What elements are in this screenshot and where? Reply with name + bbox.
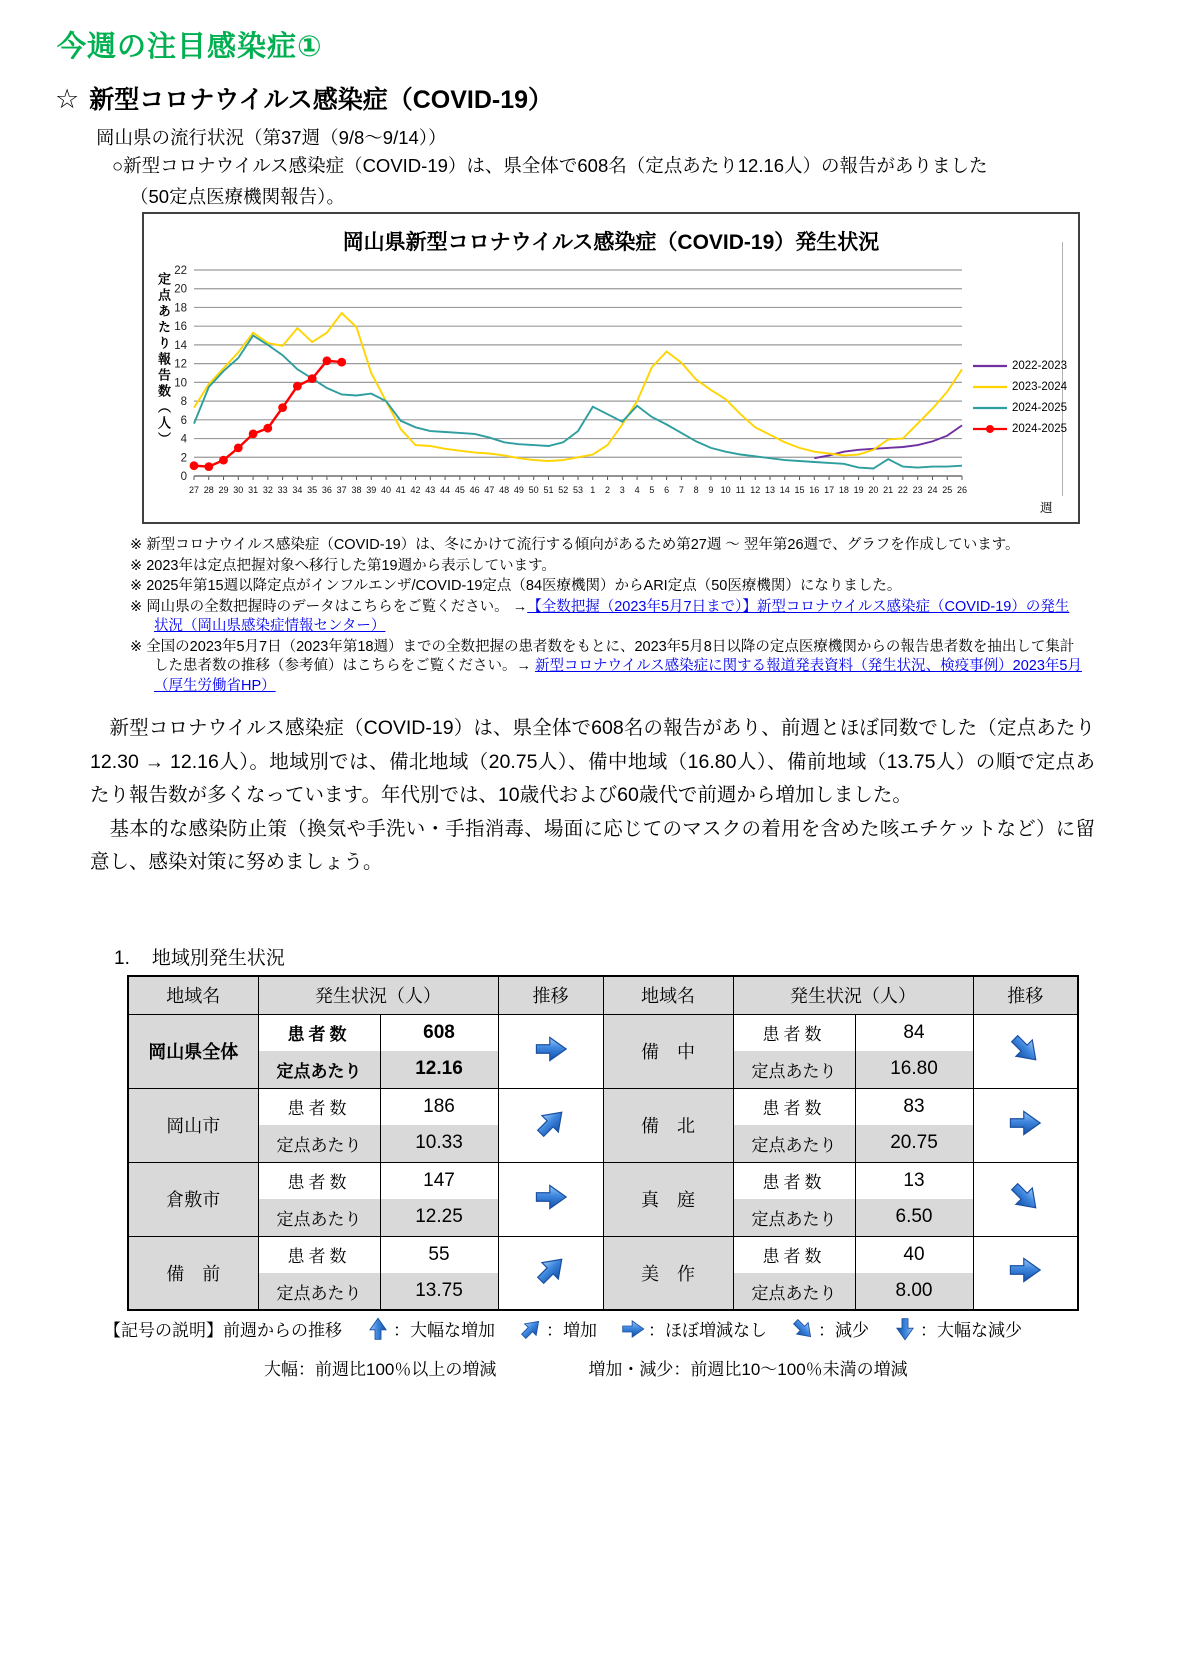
region-name-cell: 倉敷市 bbox=[128, 1162, 258, 1236]
per-sentinel-label: 定点あたり bbox=[258, 1199, 380, 1236]
svg-text:49: 49 bbox=[513, 485, 524, 495]
legend-line-sample bbox=[972, 423, 1008, 435]
chart-legend-item bbox=[972, 402, 1067, 414]
footnote-link[interactable]: 【全数把握（2023年5月7日まで）】新型コロナウイルス感染症（COVID-19）の発生状況（岡山県感染症情報センター） bbox=[154, 598, 1070, 634]
patients-label: 患者数 bbox=[258, 1162, 380, 1199]
svg-text:39: 39 bbox=[366, 485, 377, 495]
disease-heading-label: 新型コロナウイルス感染症（COVID-19） bbox=[89, 86, 554, 114]
symbol-entry-label: ：ほぼ増減なし bbox=[648, 1321, 767, 1340]
svg-text:43: 43 bbox=[425, 485, 436, 495]
footnote-marker: ※ bbox=[130, 578, 147, 594]
chart-y-axis-label: 定点あたり報告数（人） bbox=[156, 272, 171, 448]
svg-text:26: 26 bbox=[956, 485, 968, 495]
svg-text:2: 2 bbox=[180, 452, 187, 465]
symbol-legend-entry bbox=[621, 1316, 767, 1341]
symbol-entry-label: ：減少 bbox=[818, 1321, 869, 1340]
table-row bbox=[128, 1014, 1078, 1051]
svg-text:51: 51 bbox=[543, 485, 554, 495]
table-row bbox=[128, 1236, 1078, 1273]
per-sentinel-value: 12.25 bbox=[380, 1199, 498, 1236]
svg-text:22: 22 bbox=[897, 485, 908, 495]
down-right-arrow-icon bbox=[791, 1317, 815, 1341]
up-arrow-icon bbox=[366, 1317, 390, 1341]
symbol-entry-label: ：大幅な増加 bbox=[393, 1321, 495, 1340]
per-sentinel-label: 定点あたり bbox=[733, 1199, 855, 1236]
patients-label: 患者数 bbox=[733, 1088, 855, 1125]
per-sentinel-value: 12.16 bbox=[380, 1051, 498, 1088]
trend-arrow-icon bbox=[973, 1014, 1078, 1088]
patients-value: 186 bbox=[380, 1088, 498, 1125]
svg-text:52: 52 bbox=[558, 485, 569, 495]
symbol-legend-entry bbox=[366, 1316, 495, 1341]
per-sentinel-value: 13.75 bbox=[380, 1273, 498, 1310]
svg-text:18: 18 bbox=[174, 302, 187, 315]
svg-text:30: 30 bbox=[233, 485, 244, 495]
chart-legend-item bbox=[972, 381, 1067, 393]
patients-value: 83 bbox=[855, 1088, 973, 1125]
svg-text:4: 4 bbox=[180, 433, 187, 446]
symbol-legend-header: 【記号の説明】前週からの推移 bbox=[104, 1321, 342, 1340]
footnote-text: 岡山県の全数把握時のデータはこちらをご覧ください。 → bbox=[146, 598, 528, 615]
svg-text:10: 10 bbox=[174, 377, 187, 390]
symbol-note-minor: 増加・減少：前週比10～100％未満の増減 bbox=[588, 1360, 908, 1379]
patients-label: 患者数 bbox=[258, 1236, 380, 1273]
legend-label: 2023-2024 bbox=[1012, 381, 1067, 393]
svg-text:34: 34 bbox=[292, 485, 303, 495]
trend-arrow-icon bbox=[498, 1088, 603, 1162]
symbol-legend bbox=[104, 1316, 1104, 1380]
svg-text:7: 7 bbox=[678, 485, 684, 495]
per-sentinel-label: 定点あたり bbox=[258, 1273, 380, 1310]
legend-line-sample bbox=[972, 360, 1008, 372]
body-paragraph-1: 新型コロナウイルス感染症（COVID-19）は、県全体で608名の報告があり、前週とほぼ同数でした（定点あたり12.30 → 12.16人）。地域別では、備北地域（20.75人）、備中地域（16.80人）、備前地域（13.75人）の順で定点あたり報告数が多くなっています。年代別では、10歳代および60歳代で前週から増加しました。 bbox=[90, 717, 1095, 806]
patients-value: 608 bbox=[380, 1014, 498, 1051]
trend-arrow-icon bbox=[791, 1317, 815, 1341]
svg-text:50: 50 bbox=[528, 485, 539, 495]
up-right-arrow-icon bbox=[534, 1106, 568, 1140]
chart-legend-item bbox=[972, 360, 1067, 372]
per-sentinel-value: 16.80 bbox=[855, 1051, 973, 1088]
svg-text:19: 19 bbox=[853, 485, 864, 495]
per-sentinel-value: 8.00 bbox=[855, 1273, 973, 1310]
right-arrow-icon bbox=[621, 1317, 645, 1341]
down-right-arrow-icon bbox=[1008, 1032, 1042, 1066]
trend-arrow-icon bbox=[519, 1317, 543, 1341]
footnote-item bbox=[130, 557, 1082, 577]
svg-text:20: 20 bbox=[868, 485, 879, 495]
region-name-cell: 備 前 bbox=[128, 1236, 258, 1310]
per-sentinel-value: 10.33 bbox=[380, 1125, 498, 1162]
legend-label: 2024-2025 bbox=[1012, 402, 1067, 414]
svg-text:53: 53 bbox=[572, 485, 584, 495]
svg-text:33: 33 bbox=[277, 485, 288, 495]
header-trend: 推移 bbox=[498, 976, 603, 1014]
trend-arrow-icon bbox=[621, 1317, 645, 1341]
right-arrow-icon bbox=[1008, 1253, 1042, 1287]
body-text bbox=[90, 712, 1095, 880]
footnotes-block bbox=[130, 536, 1082, 697]
svg-text:20: 20 bbox=[174, 283, 187, 296]
trend-arrow-icon bbox=[498, 1014, 603, 1088]
svg-text:37: 37 bbox=[336, 485, 347, 495]
svg-text:22: 22 bbox=[174, 265, 187, 277]
svg-text:44: 44 bbox=[440, 485, 451, 495]
trend-arrow-icon bbox=[498, 1162, 603, 1236]
svg-text:14: 14 bbox=[174, 339, 187, 352]
svg-text:6: 6 bbox=[180, 414, 187, 427]
region-name-cell: 備 中 bbox=[603, 1014, 733, 1088]
trend-arrow-icon bbox=[366, 1317, 390, 1341]
svg-text:38: 38 bbox=[351, 485, 362, 495]
svg-text:31: 31 bbox=[248, 485, 259, 495]
svg-text:47: 47 bbox=[484, 485, 495, 495]
chart-legend-item bbox=[972, 423, 1067, 435]
svg-text:21: 21 bbox=[883, 485, 894, 495]
svg-text:41: 41 bbox=[395, 485, 406, 495]
per-sentinel-label: 定点あたり bbox=[733, 1273, 855, 1310]
svg-text:23: 23 bbox=[912, 485, 923, 495]
legend-label: 2024-2025 bbox=[1012, 423, 1067, 435]
footnote-item bbox=[130, 536, 1082, 556]
region-name-cell: 真 庭 bbox=[603, 1162, 733, 1236]
symbol-legend-entry bbox=[791, 1316, 869, 1341]
footnote-marker: ※ bbox=[130, 537, 147, 553]
footnote-text: 2023年は定点把握対象へ移行した第19週から表示しています。 bbox=[146, 557, 556, 574]
chart-legend bbox=[972, 360, 1067, 444]
footnote-marker: ※ bbox=[130, 638, 147, 655]
patients-label: 患者数 bbox=[258, 1014, 380, 1051]
svg-text:0: 0 bbox=[180, 471, 187, 483]
svg-text:27: 27 bbox=[188, 485, 200, 495]
svg-text:16: 16 bbox=[809, 485, 820, 495]
up-right-arrow-icon bbox=[519, 1317, 543, 1341]
symbol-legend-entry bbox=[519, 1316, 597, 1341]
region-name-cell: 美 作 bbox=[603, 1236, 733, 1310]
symbol-legend-row bbox=[104, 1316, 1104, 1341]
star-icon: ☆ bbox=[55, 84, 80, 114]
svg-text:4: 4 bbox=[634, 485, 640, 495]
svg-text:8: 8 bbox=[180, 396, 187, 409]
svg-text:17: 17 bbox=[824, 485, 835, 495]
footnote-item bbox=[130, 577, 1082, 597]
section-heading bbox=[114, 943, 285, 970]
chart-x-axis-label: 週 bbox=[1040, 501, 1053, 515]
right-arrow-icon bbox=[534, 1180, 568, 1214]
report-line-2: （50定点医療機関報告）。 bbox=[130, 186, 345, 207]
header-region-name: 地域名 bbox=[603, 976, 733, 1014]
per-sentinel-value: 20.75 bbox=[855, 1125, 973, 1162]
patients-label: 患者数 bbox=[733, 1162, 855, 1199]
svg-text:36: 36 bbox=[321, 485, 332, 495]
patients-label: 患者数 bbox=[258, 1088, 380, 1125]
section-title: 地域別発生状況 bbox=[151, 948, 285, 969]
regional-status-table bbox=[127, 975, 1079, 1311]
svg-text:24: 24 bbox=[927, 485, 938, 495]
symbol-note-major: 大幅：前週比100％以上の増減 bbox=[264, 1360, 497, 1379]
svg-text:12: 12 bbox=[750, 485, 761, 495]
region-name-cell: 岡山市 bbox=[128, 1088, 258, 1162]
situation-line: 岡山県の流行状況（第37週（9/8～9/14）） bbox=[96, 127, 447, 148]
patients-label: 患者数 bbox=[733, 1014, 855, 1051]
header-trend: 推移 bbox=[973, 976, 1078, 1014]
per-sentinel-label: 定点あたり bbox=[258, 1051, 380, 1088]
svg-text:40: 40 bbox=[380, 485, 392, 495]
footnote-marker: ※ bbox=[130, 598, 147, 615]
svg-text:15: 15 bbox=[794, 485, 805, 495]
footnote-item bbox=[130, 638, 1082, 697]
table-header-row bbox=[128, 976, 1078, 1014]
legend-label: 2022-2023 bbox=[1012, 360, 1067, 372]
symbol-legend-entry bbox=[893, 1316, 1022, 1341]
per-sentinel-label: 定点あたり bbox=[733, 1125, 855, 1162]
disease-heading bbox=[55, 80, 553, 116]
per-sentinel-label: 定点あたり bbox=[258, 1125, 380, 1162]
footnote-link[interactable]: 新型コロナウイルス感染症に関する報道発表資料（発生状況、検疫事例）2023年5月（厚生労働省HP） bbox=[154, 658, 1082, 694]
trend-arrow-icon bbox=[498, 1236, 603, 1310]
svg-text:3: 3 bbox=[619, 485, 625, 495]
svg-text:5: 5 bbox=[649, 485, 655, 495]
page-title: 今週の注目感染症① bbox=[57, 31, 323, 63]
line-chart bbox=[144, 264, 1078, 514]
svg-text:32: 32 bbox=[262, 485, 273, 495]
region-name-cell: 岡山県全体 bbox=[128, 1014, 258, 1088]
table-row bbox=[128, 1088, 1078, 1125]
svg-text:18: 18 bbox=[838, 485, 849, 495]
svg-text:9: 9 bbox=[708, 485, 714, 495]
header-region-name: 地域名 bbox=[128, 976, 258, 1014]
patients-value: 55 bbox=[380, 1236, 498, 1273]
svg-text:42: 42 bbox=[410, 485, 421, 495]
per-sentinel-value: 6.50 bbox=[855, 1199, 973, 1236]
svg-text:25: 25 bbox=[942, 485, 953, 495]
footnote-text: 全国の2023年5月7日（2023年第18週）までの全数把握の患者数をもとに、2023年5月8日以降の定点医療機関からの報告患者数を抽出して集計した患者数の推移（参考値）はこちらをご覧ください。→ bbox=[146, 638, 1075, 674]
svg-text:48: 48 bbox=[499, 485, 510, 495]
footnote-marker: ※ bbox=[130, 557, 147, 574]
right-arrow-icon bbox=[1008, 1106, 1042, 1140]
down-right-arrow-icon bbox=[1008, 1180, 1042, 1214]
per-sentinel-label: 定点あたり bbox=[733, 1051, 855, 1088]
body-paragraph-2: 基本的な感染防止策（換気や手洗い・手指消毒、場面に応じてのマスクの着用を含めた咳エチケットなど）に留意し、感染対策に努めましょう。 bbox=[90, 817, 1095, 873]
svg-text:1: 1 bbox=[590, 485, 596, 495]
trend-arrow-icon bbox=[973, 1236, 1078, 1310]
legend-line-sample bbox=[972, 402, 1008, 414]
chart-plot-area bbox=[144, 264, 1078, 522]
trend-arrow-icon bbox=[973, 1088, 1078, 1162]
up-right-arrow-icon bbox=[534, 1253, 568, 1287]
patients-value: 147 bbox=[380, 1162, 498, 1199]
symbol-entry-label: ：増加 bbox=[546, 1321, 597, 1340]
footnote-item bbox=[130, 598, 1082, 637]
svg-text:10: 10 bbox=[720, 485, 731, 495]
symbol-legend-notes bbox=[264, 1355, 1104, 1380]
svg-text:12: 12 bbox=[174, 358, 187, 371]
svg-text:46: 46 bbox=[469, 485, 480, 495]
footnote-text: 新型コロナウイルス感染症（COVID-19）は、冬にかけて流行する傾向があるため第27週 ～ 翌年第26週で、グラフを作成しています。 bbox=[146, 537, 1020, 553]
symbol-entry-label: ：大幅な減少 bbox=[920, 1321, 1022, 1340]
trend-arrow-icon bbox=[893, 1317, 917, 1341]
legend-line-sample bbox=[972, 381, 1008, 393]
svg-text:2: 2 bbox=[605, 485, 611, 495]
patients-label: 患者数 bbox=[733, 1236, 855, 1273]
section-number: 1. bbox=[114, 948, 130, 969]
report-line-1: ○新型コロナウイルス感染症（COVID-19）は、県全体で608名（定点あたり12.16人）の報告がありました bbox=[112, 155, 988, 176]
svg-text:6: 6 bbox=[664, 485, 670, 495]
svg-text:28: 28 bbox=[203, 485, 214, 495]
footnote-text: 2025年第15週以降定点がインフルエンザ/COVID-19定点（84医療機関）からARI定点（50医療機関）になりました。 bbox=[146, 578, 902, 594]
svg-text:35: 35 bbox=[307, 485, 318, 495]
svg-text:29: 29 bbox=[218, 485, 229, 495]
svg-text:8: 8 bbox=[693, 485, 699, 495]
header-status: 発生状況（人） bbox=[258, 976, 498, 1014]
svg-text:16: 16 bbox=[174, 321, 187, 334]
table-row bbox=[128, 1162, 1078, 1199]
svg-text:11: 11 bbox=[735, 485, 746, 495]
svg-text:14: 14 bbox=[779, 485, 790, 495]
patients-value: 13 bbox=[855, 1162, 973, 1199]
header-status: 発生状況（人） bbox=[733, 976, 973, 1014]
down-arrow-icon bbox=[893, 1317, 917, 1341]
svg-text:13: 13 bbox=[764, 485, 776, 495]
patients-value: 40 bbox=[855, 1236, 973, 1273]
region-name-cell: 備 北 bbox=[603, 1088, 733, 1162]
trend-arrow-icon bbox=[973, 1162, 1078, 1236]
right-arrow-icon bbox=[534, 1032, 568, 1066]
chart-panel bbox=[142, 212, 1080, 524]
chart-title: 岡山県新型コロナウイルス感染症（COVID-19）発生状況 bbox=[342, 231, 880, 254]
patients-value: 84 bbox=[855, 1014, 973, 1051]
svg-text:45: 45 bbox=[454, 485, 465, 495]
